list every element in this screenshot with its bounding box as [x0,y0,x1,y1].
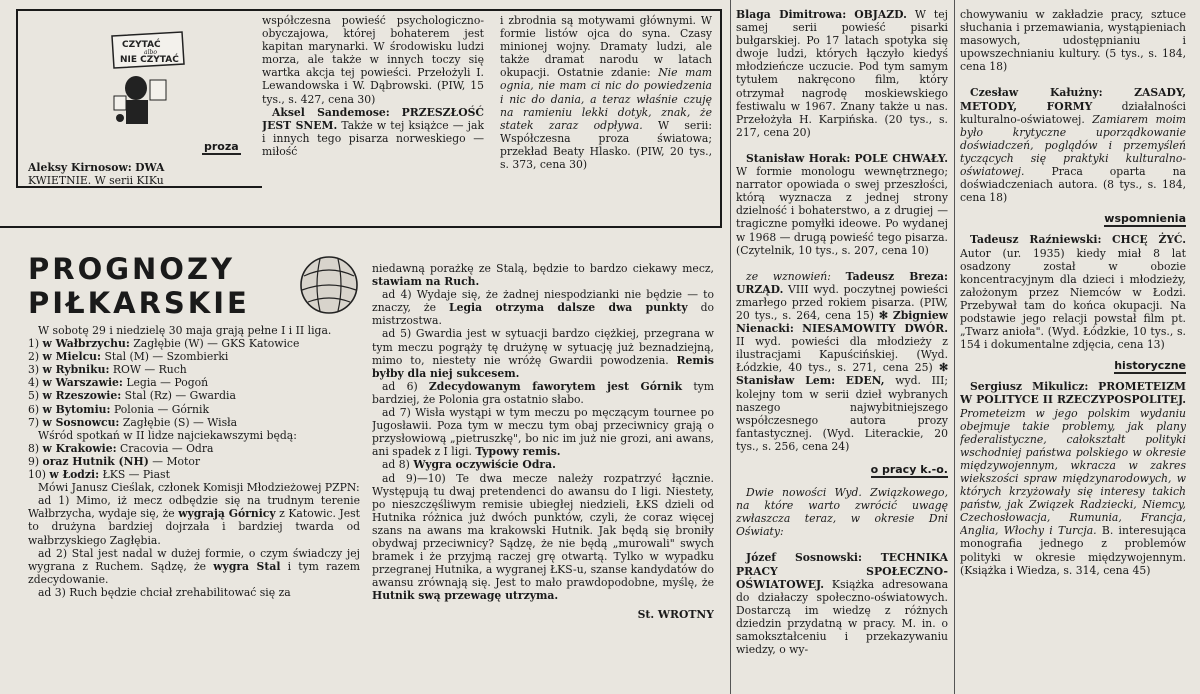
prognozy-title: PROGNOZY PIŁKARSKIE [28,252,250,320]
article-text: chowywaniu w zakładzie pracy, sztuce słuchania i przemawiania, wystąpieniach masowych, udostępnianiu i upowszechnianiu kultury. (5 tys., s. 184, cena 18) [960,8,1186,74]
match-item: 7) w Sosnowcu: Zagłębie (S) — Wisła [28,415,238,429]
reviews-column-5: chowywaniu w zakładzie pracy, sztuce słuchania i przemawiania, wystąpieniach masowych, udostępnianiu i upowszechnianiu kultury. (5 tys., s. 184, cena 18) Czesław Kałużny: ZASADY, METODY, FORMY działalności kulturalno-oświatowej. Zamiarem moim było krytyczne uporządkowanie doświadczeń, poglądów i przemyśleń tyczących się praktyki kulturalno-oświatowej. Praca oparta na doświadczeniach autora. (8 tys., s. 184, cena 18) wspomnienia Tadeusz Raźniewski: CHCĘ ŻYĆ. Autor (ur. 1935) kiedy miał 8 lat osadzony został w obozie koncentracyjnym dla dzieci i młodzieży, założonym przez Niemców w Łodzi. Przebywał tam do końca okupacji. Na podstawie jego relacji powstał film pt. „Twarz anioła". (Wyd. Łódzkie, 10 tys., s. 154 i dokumentalne zdjęcia, cena 13) historyczne Sergiusz Mikulicz: PROMETEIZM W POLITYCE II RZECZYPOSPOLITEJ. Prometeizm w jego polskim wydaniu obejmuje takie problemy, jak plany federalistyczne, całokształt polityki wschodniej państwa polskiego w okresie międzywojennym, wkracza w zakres wiekszości spraw międzynarodowych, w których krzyżowały się interesy takich państw, jak Związek Radziecki, Niemcy, Czechosłowacja, Rumunia, Francja, Anglia, Włochy i Turcja. B. interesująca monografia jednego z problemów polityki w okresie międzywojennym. (Książka i Wiedza, s. 314, cena 45) [960,8,1186,577]
reading-person-icon [104,30,190,130]
svg-text:NIE CZYTAĆ: NIE CZYTAĆ [120,55,179,65]
prognozy-column-1: W sobotę 29 i niedzielę 30 maja grają pełne I i II liga. 1) w Wałbrzychu: Zagłębie (W) — GKS Katowice 2) w Mielcu: Stal (M) — Szombierki 3) w Rybniku: ROW — Ruch 4) w Warszawie: Legia — Pogoń 5) w Rzeszowie: Stal (Rz) — Gwardia 6) w Bytomiu: Polonia — Górnik 7) w Sosnowcu: Zagłębie (S) — Wisła Wśród spotkań w II lidze najciekawszymi będą: 8) w Krakowie: Cracovia — Odra 9) oraz Hutnik (NH) — Motor 10) w Łodzi: ŁKS — Piast Mówi Janusz Cieślak, członek Komisji Młodzieżowej PZPN: ad 1) Mimo, iż mecz odbędzie się na trudnym terenie Wałbrzycha, wydaje się, że wygrają Górnicy z Katowic. Jest to drużyna bardziej dojrzała i bardziej twarda od wałbrzyskiego Zagłębia. ad 2) Stal jest nadal w dużej formie, o czym świadczy jej wygrana z Ruchem. Sądzę, że wygra Stal i tym razem zdecydowanie. ad 3) Ruch będzie chciał zrehabilitować się za [28,324,360,599]
svg-text:albo: albo [144,49,157,56]
section-label-wspomnienia: wspomnienia [1104,212,1186,226]
match-item: 8) w Krakowie: Cracovia — Odra [28,441,214,455]
match-item: 5) w Rzeszowie: Stal (Rz) — Gwardia [28,389,236,403]
section-label-proza: proza [204,140,239,153]
author-name: Aleksy Kirnosow: [28,161,132,174]
match-item: 3) w Rybniku: ROW — Ruch [28,363,187,377]
article-text: KWIETNIE. W serii KIKu [28,174,164,187]
column-rule [730,0,731,694]
football-illustration [296,254,362,316]
czytac-logo [104,30,190,130]
book-title: PRZESZŁOŚĆ JEST SNEM. [262,105,484,132]
article-text: współczesna powieść psychologiczno-obyczajowa, której bohaterem jest kapitan marynarki. W środowisku ludzi morza, ale także w innych toczy się wartka akcja tej powieści. Przełożyli I. Lewandowska i W. Dąbrowski. (PIW, 15 tys., s. 427, cena 30) [262,14,484,106]
article-text: Mówi Janusz Cieślak, członek Komisji Młodzieżowej PZPN: [38,481,360,495]
article-column-2 [262,14,484,224]
author-signature: St. WROTNY [637,608,714,622]
article-kirnosow-intro [28,161,246,187]
article-column-3 [500,14,712,224]
match-item: 4) w Warszawie: Legia — Pogoń [28,376,209,390]
article-text: i zbrodnia są motywami głównymi. W formie listów ojca do syna. Czasy minionej wojny. Dramaty ludzi, ale także dramat narodu w latach okupacji. Ostatnie zdanie: [500,14,712,80]
prognozy-column-2: niedawną porażkę ze Stalą, będzie to bardzo ciekawy mecz, stawiam na Ruch. ad 4) Wydaje się, że żadnej niespodzianki nie będzie — to znaczy, że Legia otrzyma dalsze dwa punkty do mistrzostwa. ad 5) Gwardia jest w sytuacji bardzo ciężkiej, przegrana w tym meczu pogrąży tę drużynę w sytuację już beznadziejną, mimo to, niestety nie wróżę Gwardii powodzenia. Remis byłby dla niej sukcesem. ad 6) Zdecydowanym faworytem jest Górnik tym bardziej, że Polonia gra ostatnio słabo. ad 7) Wisła wystąpi w tym meczu po męczącym tournee po Jugosławii. Poza tym w meczu tym obaj przeciwnicy grają o przysłowiową „pietruszkę", bo nic im już nie grozi, ani awans, ani spadek z I ligi. Typowy remis. ad 8) Wygra oczywiście Odra. ad 9)—10) Te dwa mecze należy rozpatrzyć łącznie. Występują tu dwaj pretendenci do awansu do I ligi. Niestety, po nieszczęśliwym remisie ubiegłej niedzieli, ŁKS dzieli od Hutnika różnica już dwóch punktów, czyli, że coraz więcej szans na awans ma krakowski Hutnik. Jak będą się broniły obydwaj przeciwnicy? Sądzę, że nie będą „murowali" swych bramek i że przyjmą raczej grę otwartą. Tylko w wypadku przegranej Hutnika, a wygranej ŁKS-u, szanse kandydatów do awansu zrównają się. Jest to mało prawdopodobne, myślę, że Hutnik swą przewagę utrzyma. St. WROTNY [372,262,714,622]
match-item: 1) w Wałbrzychu: Zagłębie (W) — GKS Katowice [28,337,300,351]
article-text: W serii: Współczesna proza światowa; przekład Beaty Hlasko. (PIW, 20 tys., s. 373, cena 30) [500,118,712,172]
reviews-column-4: Blaga Dimitrowa: OBJAZD. W tej samej serii powieść pisarki bułgarskiej. Po 17 latach spotyka się dwoje ludzi, których łączyło kiedyś młodzieńcze uczucie. Pod tym samym tytułem nakręcono film, który otrzymał nagrodę moskiewskiego festiwalu w 1967. Znany także u nas. Przełożyła H. Karpińska. (20 tys., s. 217, cena 20) Stanisław Horak: POLE CHWAŁY. W formie monologu wewnętrznego; narrator opowiada o swej przeszłości, którą wyznacza z jednej strony dzielność i bohaterstwo, a z drugiej — tragiczne pomyłki ideowe. Po wydanej w 1968 — drugą powieść tego pisarza. (Czytelnik, 10 tys., s. 207, cena 10) ze wznowień: Tadeusz Breza: URZĄD. VIII wyd. poczytnej powieści zmarłego przed rokiem pisarza. (PIW, 20 tys., s. 264, cena 15) ✻ Zbigniew Nienacki: NIESAMOWITY DWÓR. II wyd. powieści dla młodzieży z ilustracjami Kapuścińskiej. (Wyd. Łódzkie, 40 tys., s. 271, cena 25) ✻ Stanisław Lem: EDEN, wyd. III; kolejny tom w serii dzieł wybranych naszego najwybitniejszego współczesnego autora prozy fantastycznej. (Wyd. Literackie, 20 tys., s. 256, cena 24) o pracy k.-o. Dwie nowości Wyd. Związkowego, na które warto zwrócić uwagę zwłaszcza teraz, w okresie Dni Oświaty: Józef Sosnowski: TECHNIKA PRACY SPOŁECZNO-OŚWIATOWEJ. Książka adresowana do działaczy społeczno-oświatowych. Dostarczą im wiedzę z różnych dziedzin przydatną w pracy. M. in. o samokształceniu i przekazywaniu wiedzy, o wy- [736,8,948,657]
match-list [28,337,360,429]
section-label-o-pracy: o pracy k.-o. [870,463,948,476]
article-text: Także w tej książce — jak i innych tego pisarza norweskiego — miłość [262,118,484,158]
article-text: Dwie nowości Wyd. Związkowego, na które warto zwrócić uwagę zwłaszcza teraz, w okresie Dni Oświaty: [736,486,948,539]
match-item: 10) w Łodzi: ŁKS — Piast [28,468,170,482]
football-icon [296,254,362,316]
article-text: Wśród spotkań w II lidze najciekawszymi będą: [38,428,297,442]
match-item: 9) oraz Hutnik (NH) — Motor [28,454,201,468]
frame-top-rule [16,9,722,11]
book-title: DWA [135,161,165,174]
frame-divider-rule [0,226,722,228]
section-label-historyczne: historyczne [1114,359,1186,373]
article-text: W sobotę 29 i niedzielę 30 maja grają pełne I i II liga. [38,324,332,337]
match-item: 6) w Bytomiu: Polonia — Górnik [28,402,209,416]
frame-right-rule [720,9,722,227]
frame-left-rule [16,9,18,187]
quote-text: Nie mam ognia, nie mam ci nic do powiedzenia i nic do dania, a teraz właśnie czuję na ramieniu lekki dotyk, znak, że statek zaraz odpływa. [500,66,712,132]
column-rule [954,0,955,694]
article-text: ad 3) Ruch będzie chciał zrehabilitować się za [38,585,291,599]
svg-text:CZYTAĆ: CZYTAĆ [122,40,161,50]
author-name: Aksel Sandemose: [272,105,390,119]
match-item: 2) w Mielcu: Stal (M) — Szombierki [28,350,229,364]
